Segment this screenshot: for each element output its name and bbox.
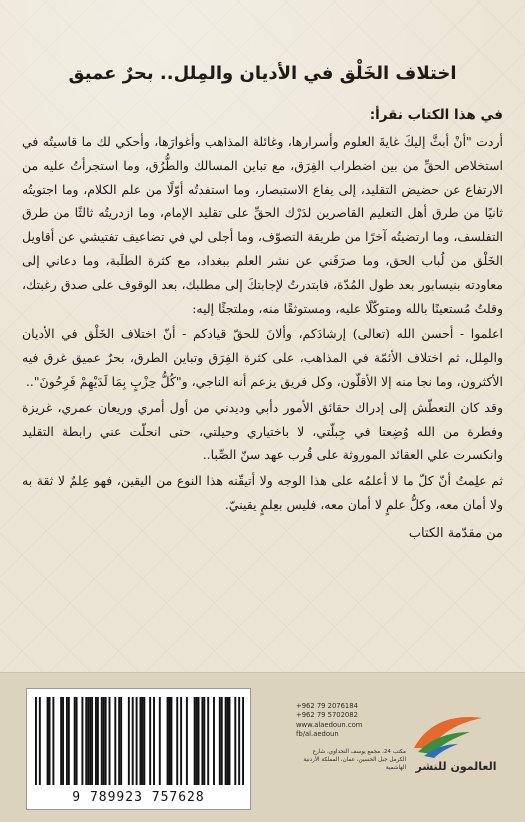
barcode-bar xyxy=(81,697,83,785)
barcode-bar xyxy=(242,697,244,785)
barcode-bar xyxy=(153,697,155,785)
barcode-bar xyxy=(180,697,182,785)
barcode-bar xyxy=(149,697,151,785)
barcode-bar xyxy=(49,697,51,785)
barcode-bar xyxy=(39,697,41,785)
barcode-bar xyxy=(118,697,120,785)
headline: اختلاف الخَلْق في الأديان والمِلل.. بحرٌ عميق xyxy=(68,63,457,84)
barcode-bar xyxy=(68,697,70,785)
barcode-bar xyxy=(66,697,68,785)
barcode-bar xyxy=(120,697,122,785)
barcode-bar xyxy=(97,697,99,785)
barcode-bar xyxy=(62,697,64,785)
barcode-bar xyxy=(128,697,130,785)
isbn-barcode xyxy=(26,688,251,810)
isbn-number: 9 789923 757628 xyxy=(72,790,205,805)
barcode-bar xyxy=(196,697,198,785)
publisher-address: مكتب 24، مجمع يوسف النجداوي، شارع الكرمل جبل الحسين، عمان، المملكة الأردنية الهاشمية xyxy=(303,749,406,771)
barcode-bar xyxy=(170,697,172,785)
barcode-bar xyxy=(198,697,200,785)
barcode-bar xyxy=(105,697,107,785)
barcode-bar xyxy=(141,697,143,785)
contact-info xyxy=(296,702,394,740)
barcode-bar xyxy=(194,697,196,785)
blurb-text-block xyxy=(22,60,503,545)
barcode-bar xyxy=(89,697,91,785)
barcode-bar xyxy=(47,697,49,785)
barcode-bar xyxy=(229,697,231,785)
barcode-bar xyxy=(159,697,161,785)
barcode-bar xyxy=(143,697,145,785)
source-note: من مقدّمة الكتاب xyxy=(408,525,503,541)
barcode-bar xyxy=(238,697,240,785)
publisher-name: العالمون للنشر xyxy=(415,760,497,773)
barcode-bar xyxy=(219,697,221,785)
barcode-bar xyxy=(169,697,171,785)
publisher-logo-icon xyxy=(408,708,486,758)
barcode-bars xyxy=(35,697,244,785)
barcode-bar xyxy=(60,697,62,785)
barcode-bar xyxy=(213,697,215,785)
barcode-bar xyxy=(103,697,105,785)
phone-2: +962 79 5702082 xyxy=(296,711,358,720)
paragraph-3: وقد كان التعطّش إلى إدراك حقائق الأمور دأبي وديدني من أول أمري وريعان عمري، غريزة وفطرة من الله وُضِعتا في جِبلّتي، لا باختياري وحيلتي، حتى انحلّت عني رابطة التقليد وانكسرت علي العقائد الموروثة على قُرب عهد سنّ الصِّبا.. xyxy=(22,399,503,463)
paragraph-2: اعلموا - أحسن الله (تعالى) إرشادَكم، وألانَ للحقّ قيادكم - أنّ اختلاف الخَلْق في الأديان والمِلل، ثم اختلاف الأئمّة في المذاهب، على كثرة الفِرَق وتباين الطرق، بحرٌ عميق غرق فيه الأكثرون، وما نجا منه إلا الأقلّون، وكل فريق يزعم أنه الناجي، و"كُلُّ حِزْبٍ بِمَا لَدَيْهِمْ فَرِحُونَ".. xyxy=(22,326,503,389)
barcode-bar xyxy=(109,697,111,785)
barcode-bar xyxy=(114,697,116,785)
barcode-bar xyxy=(207,697,209,785)
barcode-bar xyxy=(203,697,205,785)
barcode-bar xyxy=(167,697,169,785)
barcode-bar xyxy=(76,697,78,785)
barcode-bar xyxy=(227,697,229,785)
barcode-bar xyxy=(101,697,103,785)
barcode-bar xyxy=(136,697,138,785)
barcode-bar xyxy=(221,697,223,785)
barcode-bar xyxy=(74,697,76,785)
paragraph-4: ثم علِمتُ أنّ كلّ ما لا أعلمُه على هذا الوجه ولا أتيقّنه هذا النوع من اليقين، فهو عِلمٌ لا ثقة به ولا أمان معه، وكلُّ علمٍ لا أمان معه، فليس بعِلمٍ يقينيّ. xyxy=(22,473,503,512)
barcode-bar xyxy=(140,697,142,785)
barcode-bar xyxy=(35,697,37,785)
barcode-bar xyxy=(95,697,97,785)
barcode-bar xyxy=(225,697,227,785)
intro-line: في هذا الكتاب نقرأ: xyxy=(369,107,503,123)
barcode-bar xyxy=(201,697,203,785)
barcode-bar xyxy=(176,697,178,785)
barcode-bar xyxy=(186,697,188,785)
barcode-bar xyxy=(91,697,93,785)
barcode-bar xyxy=(85,697,87,785)
barcode-bar xyxy=(234,697,236,785)
paragraph-1: أردت "أنْ أبثَّ إليكَ غايةَ العلوم وأسرارها، وغائلة المذاهب وأغوارَها، وأحكي لك ما قاسيتُه في استخلاص الحقِّ من بين اضطراب الفِرَق، مع تباين المسالك والطُّرُق، وما استجرأتُ عليه من الارتفاع عن حضيض التقليد، إلى يفاع الاستبصار، وما استفدتُه أوّلًا من علم الكلام، وما اجتويتُه ثانيًا من طرق أهل التعليم القاصرين لدَرْك الحقِّ على تقليد الإمام، وما ازدريتُه ثالثًا من طرق التفلسف، وما ارتضيتُه آخرًا من طريقة التصوّف، وما أجلى لي في تضاعيف تفتيشي عن أقاويل الخَلْق من لُباب الحق، وما صرَفَني عن نشر العلم ببغداد، مع كثرة الطلَبة، وما دعاني إلى معاودته بنيسابور بعد طول المُدّة، فابتدرتُ لإجابتكَ إلى مطلبك، بعد الوقوف على صدق رغبتك، وقلتُ مُستعينًا بالله ومتوكّلًا عليه، ومستوثقًا منه، وملتجئًا إليه: xyxy=(22,134,503,316)
social-link: fb/al.aedoun xyxy=(296,730,339,739)
phone-1: +962 79 2076184 xyxy=(296,702,358,710)
website-link: www.alaedoun.com xyxy=(296,720,363,729)
barcode-bar xyxy=(52,697,54,785)
barcode-bar xyxy=(132,697,134,785)
barcode-bar xyxy=(87,697,89,785)
